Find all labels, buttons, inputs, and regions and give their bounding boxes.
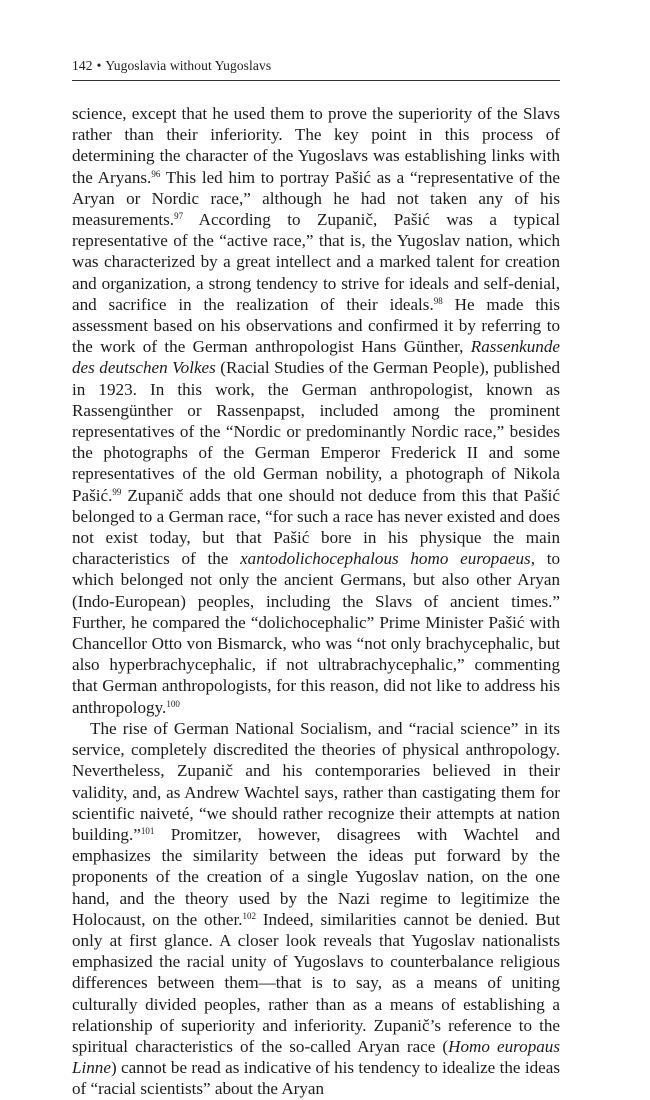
text-run: science, except that he used them to prove the superiority of the Slavs rather than their inferiority. The key point in this process of determining the character of the Yugoslavs was establishing links with the Aryans. — [72, 104, 560, 187]
italic-text: Homo europaus Linne — [72, 1036, 560, 1078]
text-run: ) cannot be read as indicative of his tendency to idealize the ideas of “racial scientists” about the Aryan — [72, 1058, 560, 1099]
text-run: The rise of German National Socialism, and “racial science” in its service, completely discredited the theories of physical anthropology. Nevertheless, Zupanič and his contemporaries believed in their validity, and, as Andrew Wachtel says, rather than castigating them for scientific naiveté, “we should rather recognize their attempts at nation building.” — [72, 718, 560, 844]
footnote-ref: 97 — [174, 211, 184, 222]
text-run: Promitzer, however, disagrees with Wachtel and emphasizes the similarity between the ideas put forward by the proponents of the creation of a single Yugoslav nation, on the one hand, and the theory used by the Nazi regime to legitimize the Holocaust, on the other. — [72, 824, 560, 929]
text-run: This led him to portray Pašić as a “representative of the Aryan or Nordic race,” although he had not taken any of his measurements. — [72, 167, 560, 230]
text-run: According to Zupanič, Pašić was a typical representative of the “active race,” that is, the Yugoslav nation, which was characterized by a great intellect and a marked talent for creation and organization, a strong tendency to strive for ideals and self-denial, and sacrifice in the realization of their ideals. — [72, 210, 560, 314]
book-title: Yugoslavia without Yugoslavs — [105, 58, 272, 73]
italic-text: xantodolichocephalous homo europaeus — [240, 549, 531, 569]
italic-text: Rassenkunde des deutschen Volkes — [72, 337, 560, 378]
paragraph-1 — [72, 103, 560, 718]
page-number: 142 — [72, 58, 93, 73]
text-run: , to which belonged not only the ancient Germans, but also other Aryan (Indo-European) peoples, including the Slavs of ancient times.” Further, he compared the “dolichocephalic” Prime Minister Pašić with Chancellor Otto von Bismarck, who was “not only brachycephalic, but also hyperbrachycephalic, if not ultrabrachycephalic,” commenting that German anthropologists, for this reason, did not like to address his anthropology. — [72, 549, 561, 717]
footnote-ref: 100 — [166, 698, 180, 709]
text-run: Indeed, similarities cannot be denied. But only at first glance. A closer look reveals that Yugoslav nationalists emphasized the racial unity of Yugoslavs to counterbalance religious differences between them—that is to say, as a means of uniting culturally divided peoples, rather than as a means of establishing a relationship of superiority and inferiority. Zupanič’s reference to the spiritual characteristics of the so-called Aryan race ( — [72, 909, 560, 1056]
footnote-ref: 96 — [151, 168, 161, 179]
text-run: He made this assessment based on his observations and confirmed it by referring to the work of the German anthropologist Hans Günther, — [72, 294, 561, 357]
book-page — [72, 58, 560, 1100]
footnote-ref: 102 — [242, 910, 257, 921]
footnote-ref: 101 — [140, 825, 155, 836]
header-separator: • — [96, 58, 102, 73]
running-head — [72, 58, 560, 81]
text-run: Zupanič adds that one should not deduce from this that Pašić belonged to a German race, “for such a race has never existed and does not exist today, but that Pašić bore in his physique the main characteristics of the — [72, 485, 560, 569]
paragraph-2 — [72, 718, 560, 1100]
footnote-ref: 98 — [433, 295, 443, 306]
body-text — [72, 103, 560, 1100]
text-run: (Racial Studies of the German People), published in 1923. In this work, the German anthropologist, known as Rassengünther or Rassenpapst, included among the prominent representatives of the “Nordic or predominantly Nordic race,” besides the photographs of the German Emperor Frederick II and some representatives of the old German nobility, a photograph of Nikola Pašić. — [72, 358, 560, 505]
footnote-ref: 99 — [112, 486, 122, 497]
